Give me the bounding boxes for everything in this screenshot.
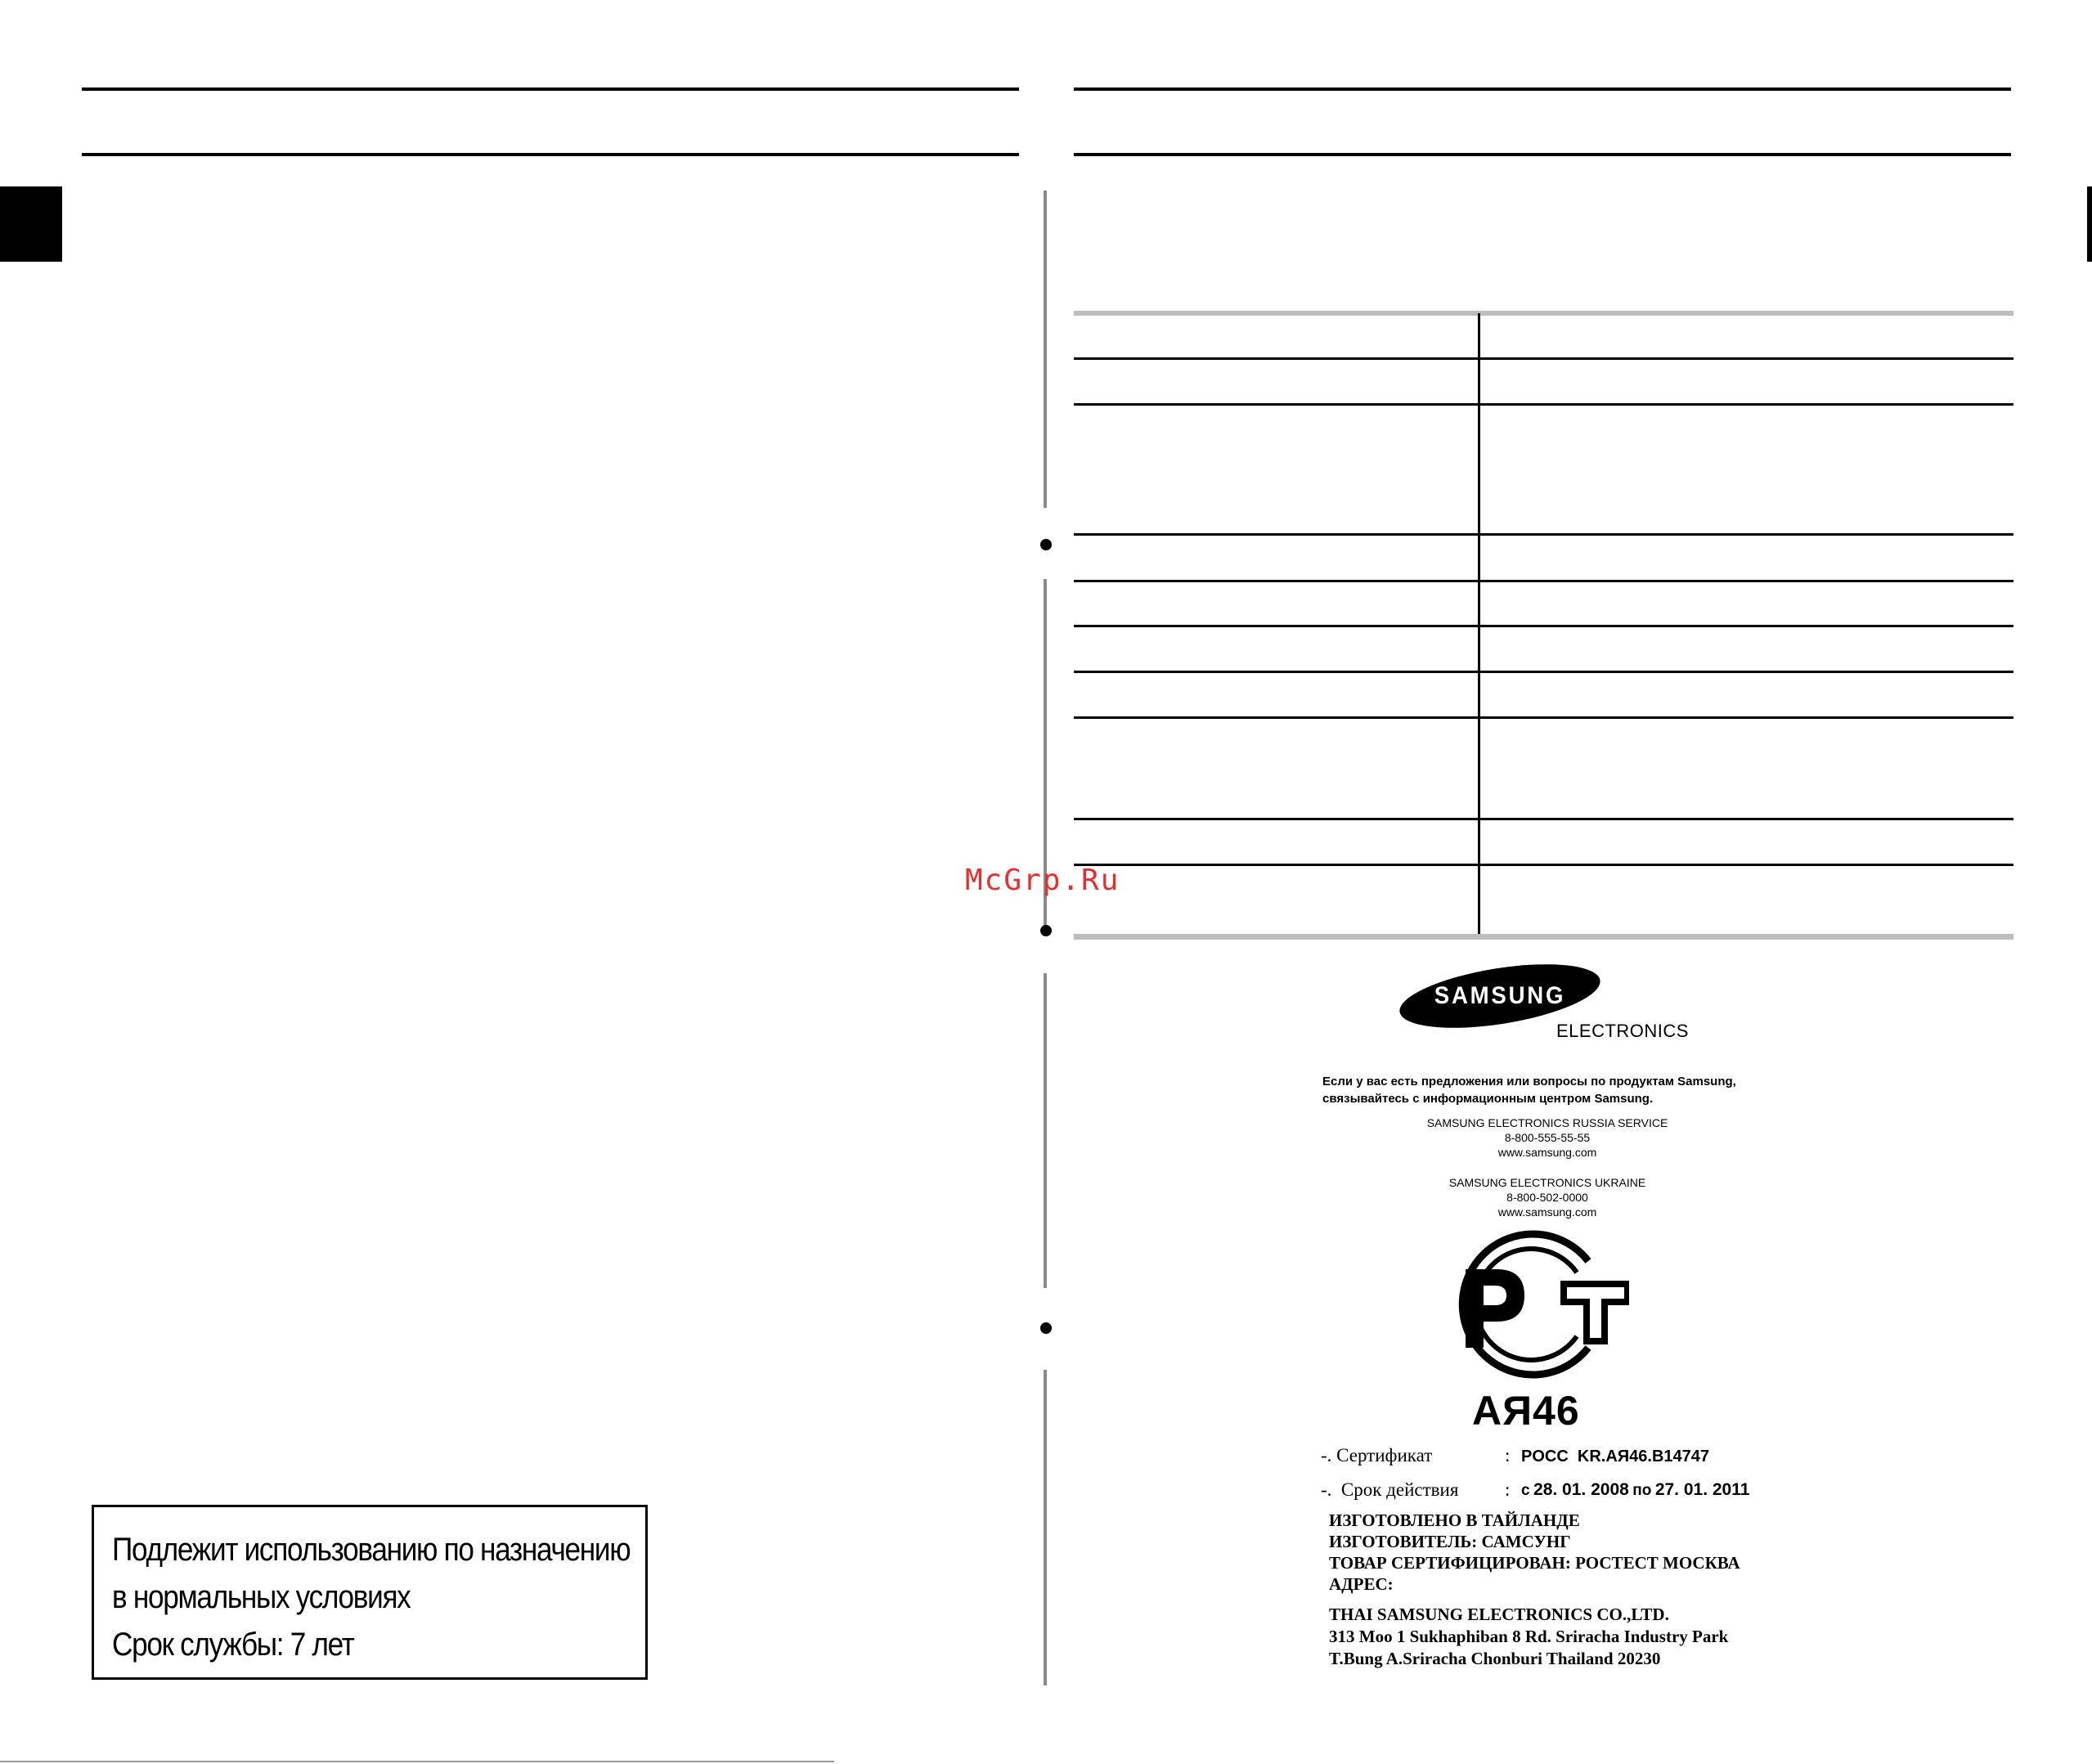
watermark-text: McGrp.Ru	[965, 864, 1120, 897]
center-divider-seg-3	[1044, 973, 1047, 1288]
certificate-label: -. Сертификат	[1321, 1445, 1433, 1466]
address-label: АДРЕС:	[1329, 1574, 1394, 1594]
table-row-divider	[1074, 818, 2013, 820]
notice-line-3: Срок службы: 7 лет	[112, 1627, 354, 1663]
table-row-divider	[1074, 671, 2013, 673]
company-name: THAI SAMSUNG ELECTRONICS CO.,LTD.	[1329, 1605, 1669, 1624]
usage-notice-box	[92, 1505, 648, 1680]
ukraine-service-name: SAMSUNG ELECTRONICS UKRAINE	[1448, 1176, 1646, 1189]
divider-dot-1	[1040, 539, 1052, 550]
validity-from-date: 28. 01. 2008	[1533, 1480, 1629, 1499]
spec-table-top-border	[1074, 311, 2013, 316]
divider-dot-3	[1040, 1322, 1052, 1334]
bottom-edge-rule	[0, 1761, 834, 1762]
pct-certification-mark	[1433, 1227, 1629, 1382]
validity-from-prefix: с	[1521, 1482, 1530, 1499]
certified-by-line: ТОВАР СЕРТИФИЦИРОВАН: РОСТЕСТ МОСКВА	[1329, 1553, 1740, 1573]
center-divider-seg-1	[1044, 191, 1047, 508]
table-row-divider	[1074, 625, 2013, 627]
contact-line-1: Если у вас есть предложения или вопросы по продуктам Samsung,	[1322, 1075, 1736, 1088]
samsung-logo-text: SAMSUNG	[1434, 982, 1566, 1009]
made-in-line: ИЗГОТОВЛЕНО В ТАЙЛАНДЕ	[1329, 1510, 1580, 1530]
right-header-rule-bottom	[1074, 153, 2011, 156]
center-divider-seg-4	[1044, 1370, 1047, 1685]
contact-line-2: связывайтесь с информационным центром Samsung.	[1322, 1092, 1654, 1106]
certificate-number: POCC KR.АЯ46.B14747	[1521, 1448, 1710, 1466]
validity-label: -. Срок действия	[1321, 1479, 1459, 1500]
left-header-rule-bottom	[82, 153, 1019, 156]
validity-colon: :	[1505, 1479, 1511, 1500]
table-row-divider	[1074, 864, 2013, 866]
russia-service-name: SAMSUNG ELECTRONICS RUSSIA SERVICE	[1426, 1116, 1668, 1129]
pct-mark-code: АЯ46	[1472, 1388, 1580, 1434]
right-header-rule-top	[1074, 88, 2011, 91]
russia-service-block	[1322, 1115, 1772, 1160]
ukraine-service-phone: 8-800-502-0000	[1506, 1191, 1588, 1204]
table-row-divider	[1074, 533, 2013, 536]
russia-service-web: www.samsung.com	[1497, 1146, 1597, 1159]
spec-table-column-divider	[1478, 313, 1480, 935]
pct-mark-icon	[1433, 1227, 1629, 1382]
address-line-2: T.Bung A.Sriracha Chonburi Thailand 20230	[1329, 1649, 1661, 1668]
validity-period	[1521, 1480, 1749, 1500]
left-header-rule-top	[82, 88, 1019, 91]
ukraine-service-web: www.samsung.com	[1497, 1205, 1597, 1219]
notice-line-1: Подлежит использованию по назначению	[112, 1532, 631, 1568]
divider-dot-2	[1040, 925, 1052, 936]
electronics-label: ELECTRONICS	[1556, 1021, 1689, 1041]
validity-to-prefix: по	[1632, 1482, 1652, 1499]
ukraine-service-block	[1322, 1175, 1772, 1219]
certificate-colon: :	[1505, 1445, 1511, 1466]
table-row-divider	[1074, 403, 2013, 406]
validity-to-date: 27. 01. 2011	[1654, 1480, 1750, 1499]
notice-line-2: в нормальных условиях	[112, 1579, 411, 1615]
table-row-divider	[1074, 357, 2013, 360]
right-edge-tab	[2087, 186, 2092, 262]
table-row-divider	[1074, 716, 2013, 719]
manufacturer-line: ИЗГОТОВИТЕЛЬ: САМСУНГ	[1329, 1532, 1571, 1551]
spec-table-bottom-border	[1074, 934, 2013, 940]
section-tab-marker	[0, 186, 62, 262]
address-line-1: 313 Moo 1 Sukhaphiban 8 Rd. Sriracha Industry Park	[1329, 1627, 1729, 1646]
russia-service-phone: 8-800-555-55-55	[1504, 1131, 1591, 1144]
table-row-divider	[1074, 580, 2013, 582]
